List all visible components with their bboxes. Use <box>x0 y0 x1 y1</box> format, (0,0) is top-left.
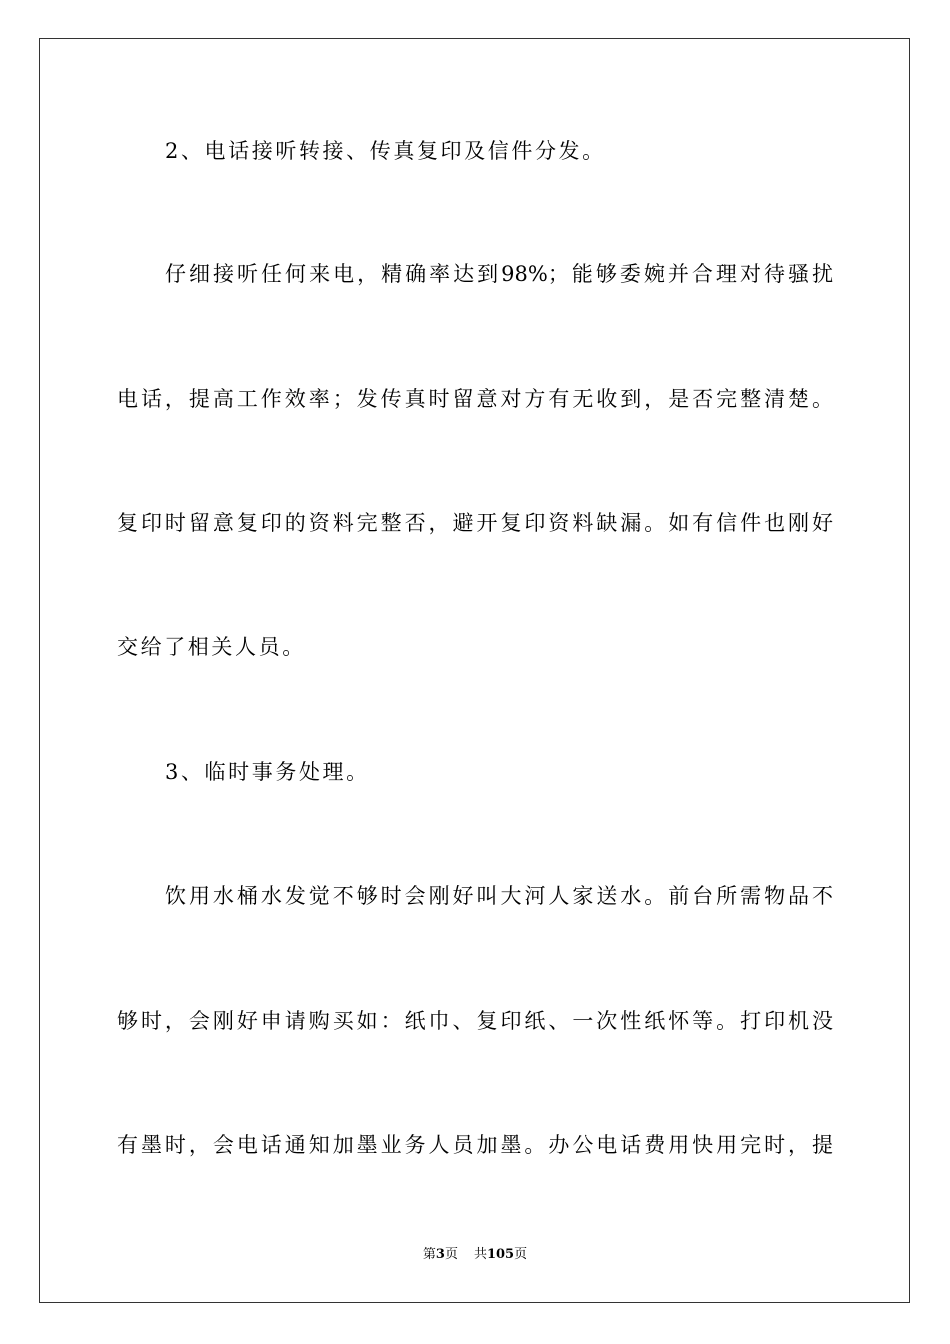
paragraph-line: 够时，会刚好申请购买如：纸巾、复印纸、一次性纸怀等。打印机没 <box>117 1009 833 1033</box>
footer-page-suffix: 页 <box>444 1247 458 1262</box>
footer-total-suffix: 页 <box>514 1247 528 1262</box>
paragraph-line: 电话，提高工作效率；发传真时留意对方有无收到，是否完整清楚。 <box>117 387 833 411</box>
paragraph-line: 复印时留意复印的资料完整否，避开复印资料缺漏。如有信件也刚好 <box>117 511 833 535</box>
paragraph-line: 仔细接听任何来电，精确率达到98%；能够委婉并合理对待骚扰 <box>165 262 833 286</box>
footer-total-prefix: 共 <box>473 1247 487 1262</box>
heading-item-3: 3、临时事务处理。 <box>165 760 370 784</box>
footer-page-number: 3 <box>435 1247 445 1262</box>
heading-item-2: 2、电话接听转接、传真复印及信件分发。 <box>165 139 606 163</box>
footer-page-prefix: 第 <box>422 1247 436 1262</box>
page-footer <box>0 1246 950 1264</box>
page-border <box>39 38 910 1303</box>
paragraph-line: 有墨时，会电话通知加墨业务人员加墨。办公电话费用快用完时，提 <box>117 1133 833 1157</box>
footer-total-pages: 105 <box>486 1247 515 1262</box>
paragraph-line: 交给了相关人员。 <box>117 635 306 659</box>
paragraph-line: 饮用水桶水发觉不够时会刚好叫大河人家送水。前台所需物品不 <box>165 884 833 908</box>
